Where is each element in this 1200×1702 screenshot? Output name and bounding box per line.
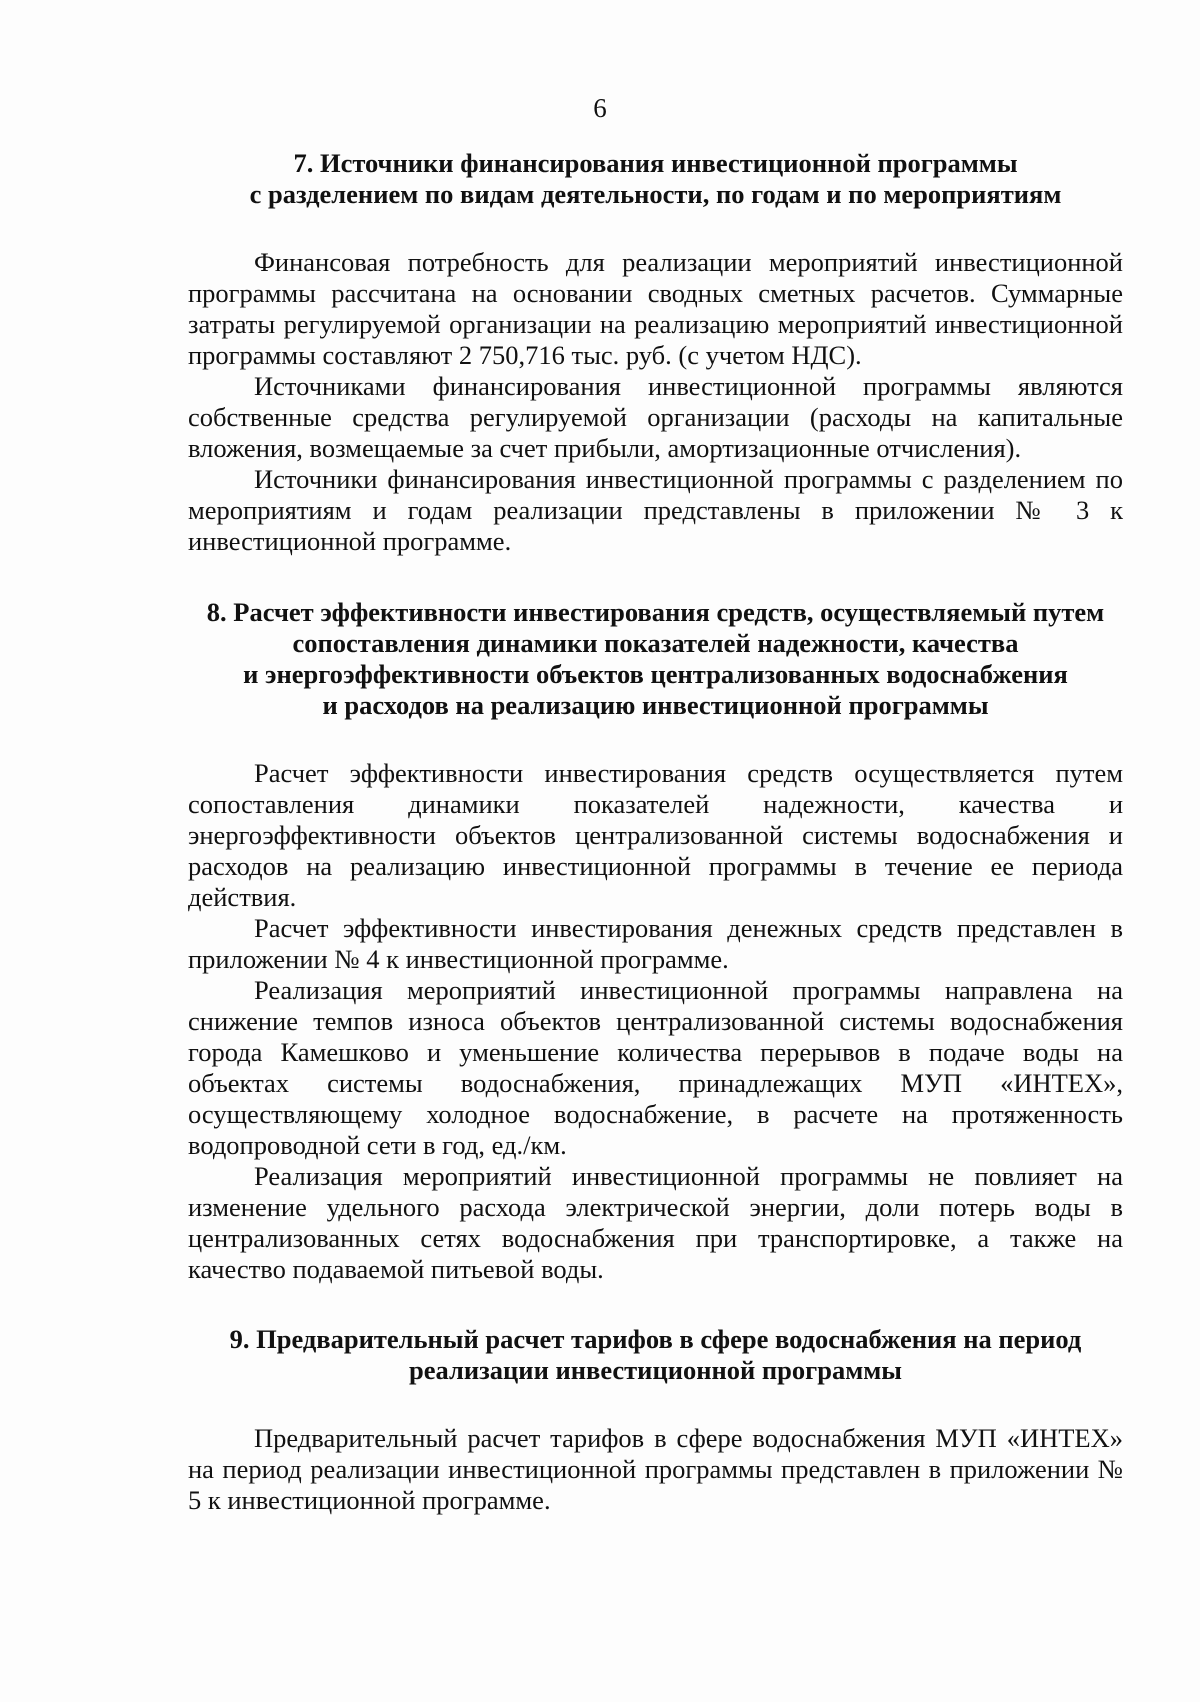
heading-line: реализации инвестиционной программы	[409, 1355, 902, 1385]
paragraph: Реализация мероприятий инвестиционной программы не повлияет на изменение удельного расхода электрической энергии, доли потерь воды в централизованных сетях водоснабжения при транспортировке, а также на качество подаваемой питьевой воды.	[188, 1161, 1123, 1284]
heading-line: 7. Источники финансирования инвестиционной программы	[293, 148, 1018, 178]
section-9-heading	[188, 1324, 1123, 1386]
paragraph: Источники финансирования инвестиционной программы с разделением по мероприятиям и годам реализации представлены в приложении № 3 к инвестиционной программе.	[188, 464, 1123, 556]
heading-line: с разделением по видам деятельности, по годам и по мероприятиям	[249, 179, 1062, 209]
heading-line: сопоставления динамики показателей надежности, качества	[292, 628, 1019, 658]
heading-line: 8. Расчет эффективности инвестирования средств, осуществляемый путем	[206, 597, 1105, 627]
heading-line: 9. Предварительный расчет тарифов в сфере водоснабжения на период	[229, 1324, 1082, 1354]
section-8-heading	[188, 597, 1123, 721]
heading-line: и энергоэффективности объектов централизованных водоснабжения	[243, 659, 1068, 689]
paragraph: Источниками финансирования инвестиционной программы являются собственные средства регулируемой организации (расходы на капитальные вложения, возмещаемые за счет прибыли, амортизационные отчисления).	[188, 371, 1123, 463]
paragraph: Реализация мероприятий инвестиционной программы направлена на снижение темпов износа объектов централизованной системы водоснабжения города Камешково и уменьшение количества перерывов в подаче воды на объектах системы водоснабжения, принадлежащих МУП «ИНТЕХ», осуществляющему холодное водоснабжение, в расчете на протяженность водопроводной сети в год, ед./км.	[188, 975, 1123, 1160]
paragraph: Расчет эффективности инвестирования средств осуществляется путем сопоставления динамики показателей надежности, качества и энергоэффективности объектов централизованной системы водоснабжения и расходов на реализацию инвестиционной программы в течение ее периода действия.	[188, 758, 1123, 912]
paragraph: Предварительный расчет тарифов в сфере водоснабжения МУП «ИНТЕХ» на период реализации инвестиционной программы представлен в приложении № 5 к инвестиционной программе.	[188, 1423, 1123, 1515]
paragraph: Финансовая потребность для реализации мероприятий инвестиционной программы рассчитана на основании сводных сметных расчетов. Суммарные затраты регулируемой организации на реализацию мероприятий инвестиционной программы составляют 2 750,716 тыс. руб. (с учетом НДС).	[188, 247, 1123, 370]
page-number: 6	[593, 93, 607, 123]
document-body	[188, 148, 1123, 1516]
heading-line: и расходов на реализацию инвестиционной программы	[322, 690, 989, 720]
section-7-heading	[188, 148, 1123, 210]
paragraph: Расчет эффективности инвестирования денежных средств представлен в приложении № 4 к инвестиционной программе.	[188, 913, 1123, 974]
